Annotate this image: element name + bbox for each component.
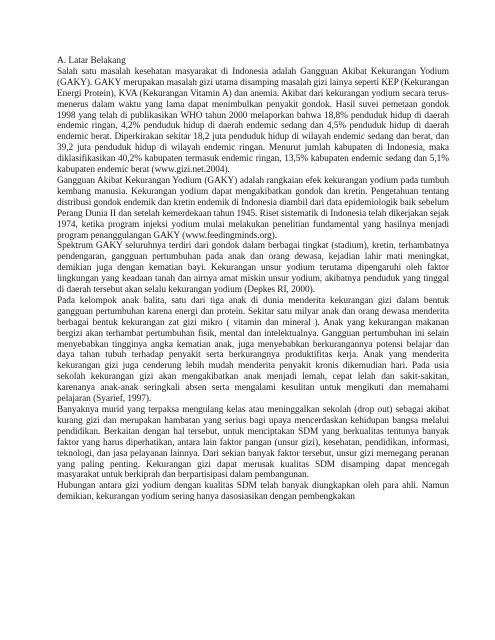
document-page (57, 56, 449, 503)
paragraph-gaky-overview: Salah satu masalah kesehatan masyarakat di Indonesia adalah Gangguan Akibat Kekurangan Yodium (GAKY). GAKY merupakan masalah gizi utama disamping masalah gizi lainya seperti KEP (Kekurangan Energi Protein), KVA (Kekurangan Vitamin A) dan anemia. Akibat dari kekurangan yodium secara terus-menerus dalam waktu yang lama dapat menimbulkan penyakit gondok. Hasil suvei pemetaan gondok 1998 yang telah di publikasikan WHO tahun 2000 melaporkan bahwa 18,8% penduduk hidup di daerah endemic ringan, 4,2% penduduk hidup di daerah endemic sedang dan 4,5% penduduk hidup di daerah endemic berat. Diperkirakan sekitar 18,2 juta penduduk hidup di wilayah endemic sedang dan berat, dan 39,2 juta penduduk hidup di wilayah endemic ringan. Menurut jumlah kabupaten di Indonesia, maka diklasifikasikan 40,2% kabupaten termasuk endemic ringan, 13,5% kabupaten endemic sedang dan 5,1% kabupaten endemic berat (www.gizi.net.2004). (57, 66, 449, 176)
section-heading: A. Latar Belakang (57, 56, 126, 66)
paragraph-child-malnutrition: Pada kelompok anak balita, satu dari tiga anak di dunia menderita kekurangan gizi dalam bentuk gangguan pertumbuhan karena energi dan protein. Sekitar satu milyar anak dan orang dewasa menderita berbagai bentuk kekurangan zat gizi mikro ( vitamin dan mineral ). Anak yang kekurangan makanan bergizi akan terhambat pertumbuhan fisik, mental dan intelektualnya. Gangguan pertumbuhan ini selain menyebabkan tingginya angka kematian anak, juga menyebabkan berkurangannya potensi belajar dan daya tahan tubuh terhadap penyakit serta berkurangnya produktifitas kerja. Anak yang menderita kekurangan gizi juga cenderung lebih mudah menderita penyakit kronis dikemudian hari. Pada usia sekolah kekurangan gizi akan mengakibatkan anak menjadi lemah, cepat lelah dan sakit-sakitan, karenanya anak-anak seringkali absen serta mengalami kesulitan untuk mengikuti dan memahami pelajaran (Syarief, 1997). (57, 295, 449, 405)
paragraph-gaky-definition: Gangguan Akibat Kekurangan Yodium (GAKY) adalah rangkaian efek kekurangan yodium pada tumbuh kembang manusia. Kekurangan yodium dapat mengakibatkan gondok dan kretin. Pengetahuan tentang distribusi gondok endemik dan kretin endemik di Indonesia diambil dari data epidemiologik baik sebelum Perang Dunia II dan setelah kemerdekaan tahun 1945. Riset sistematik di Indonesia telah dikerjakan sejak 1974, ketika program injeksi yodium mulai melakukan penelitian fundamental yang hasilnya menjadi program penanggulangan GAKY (www.feedingminds.org). (57, 175, 449, 241)
paragraph-iodine-hr-quality: Hubungan antara gizi yodium dengan kualitas SDM telah banyak diungkapkan oleh para ahli. Namun demikian, kekurangan yodium sering hanya dasosiasikan dengan pembengkakan (57, 481, 449, 503)
paragraph-gaky-spectrum: Spektrum GAKY seluruhnya terdiri dari gondok dalam berbagai tingkat (stadium), kretin, terhambatnya pendengaran, gangguan pertumbuhan pada anak dan orang dewasa, kejadian lahir mati meningkat, demikian juga dengan kematian bayi. Kekurangan unsur yodium terutama dipengaruhi oleh faktor lingkungan yang keadaan tanah dan airnya amat miskin unsur yodium, akibatnya penduduk yang tinggal di daerah tersebut akan selalu kekurangan yodium (Depkes RI, 2000). (57, 241, 449, 296)
paragraph-school-dropout: Banyaknya murid yang terpaksa mengulang kelas atau meninggalkan sekolah (drop out) sebagai akibat kurang gizi dan merupakan hambatan yang serius bagi upaya mencerdaskan kehidupan bangsa melalui pendidikan. Berkaitan dengan hal tersebut, untuk menciptakan SDM yang berkualitas tentunya banyak faktor yang harus diperhatikan, antara lain faktor pangan (unsur gizi), kesehatan, pendidikan, informasi, teknologi, dan jasa pelayanan lainnya. Dari sekian banyak faktor tersebut, unsur gizi memegang peranan yang paling penting. Kekurangan gizi dapat merusak kualitas SDM disamping dapat mencegah masyarakat untuk berkiprah dan berpartisipasi dalam pembangunan. (57, 405, 449, 481)
